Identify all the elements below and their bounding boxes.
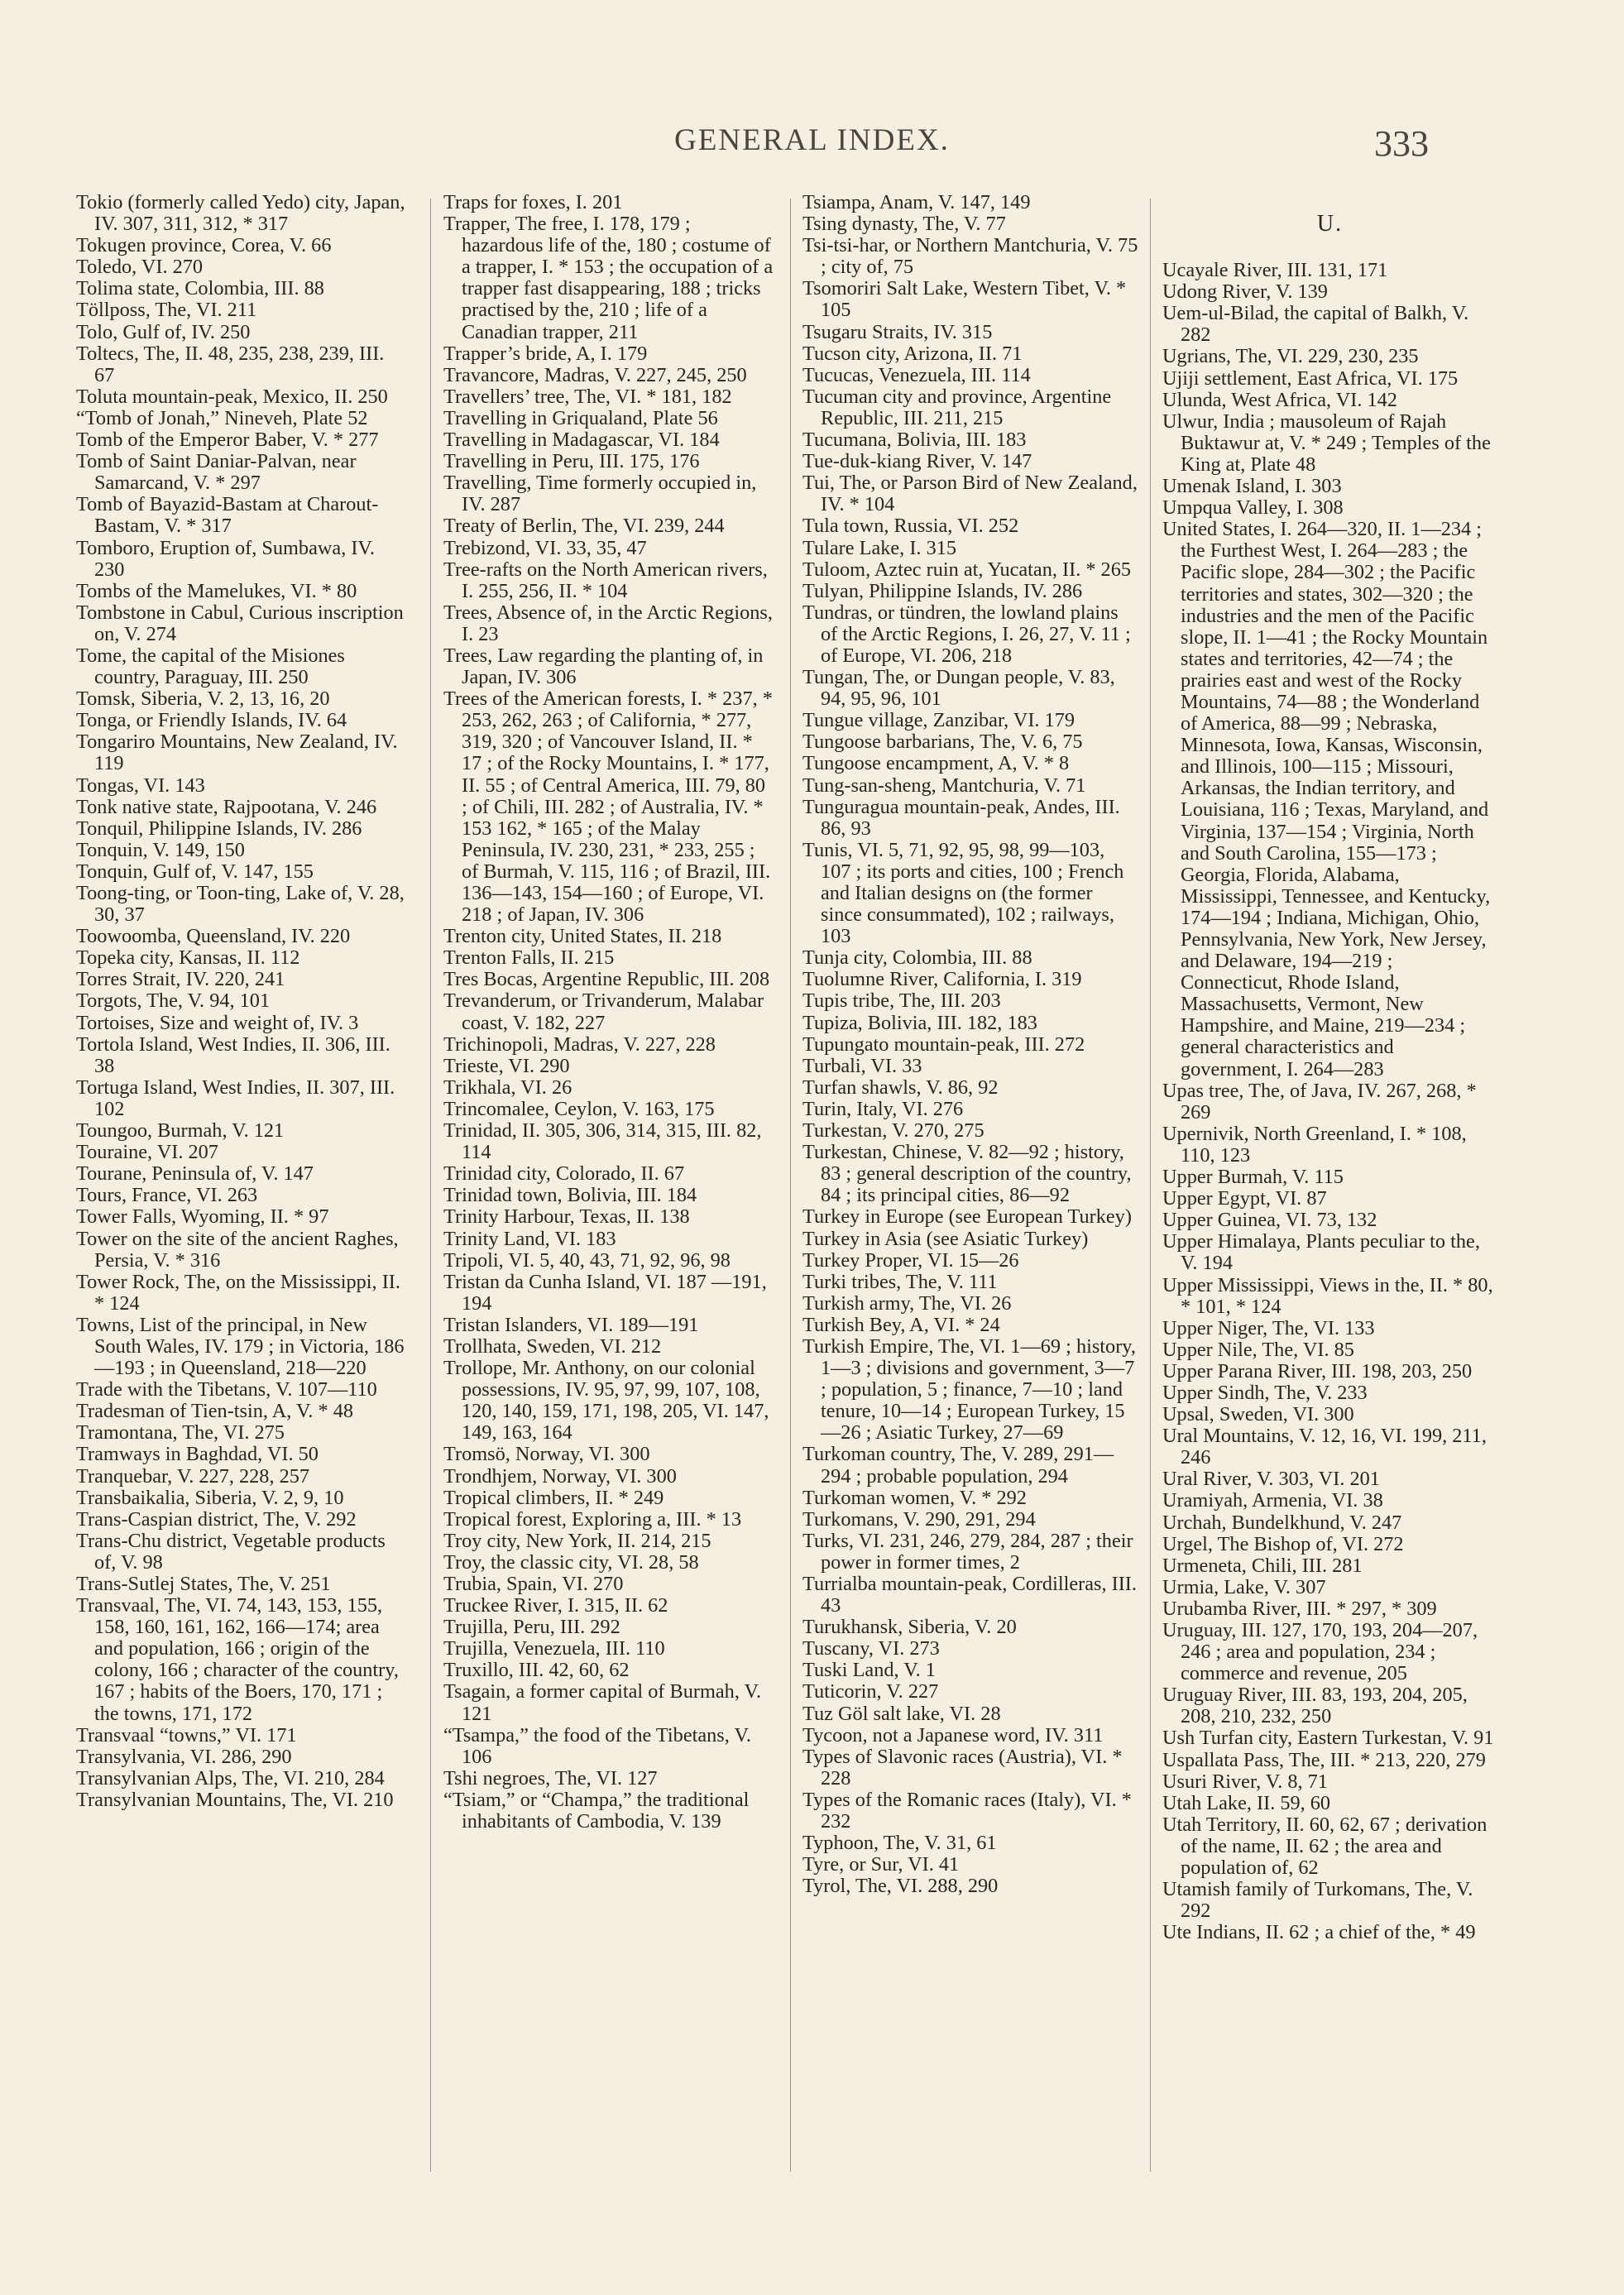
- index-entry: Tower on the site of the ancient Raghes, Persia, V. * 316: [76, 1227, 399, 1272]
- index-entry: Upper Mississippi, Views in the, II. * 80, * 101, * 124: [1162, 1273, 1493, 1318]
- index-entry: Trollope, Mr. Anthony, on our colonial possessions, IV. 95, 97, 99, 107, 108, 120, 140, 159, 171, 198, 205, VI. 147, 149, 163, 164: [443, 1357, 769, 1445]
- index-entry: Tromsö, Norway, VI. 300: [443, 1443, 650, 1466]
- index-entry: Turukhansk, Siberia, V. 20: [802, 1616, 1017, 1639]
- column-rule: [1150, 199, 1151, 2172]
- index-entry: Tolo, Gulf of, IV. 250: [76, 320, 251, 343]
- index-entry: Trinidad city, Colorado, II. 67: [443, 1162, 685, 1186]
- index-entry: Trinidad town, Bolivia, III. 184: [443, 1184, 697, 1207]
- index-entry: Tucumana, Bolivia, III. 183: [802, 429, 1027, 452]
- index-entry: Ush Turfan city, Eastern Turkestan, V. 91: [1162, 1727, 1494, 1750]
- index-entry: Trinity Harbour, Texas, II. 138: [443, 1205, 690, 1229]
- index-entry: Tuolumne River, California, I. 319: [802, 968, 1082, 991]
- index-entry: Tucucas, Venezuela, III. 114: [802, 363, 1031, 386]
- index-entry: Ulunda, West Africa, VI. 142: [1162, 388, 1397, 411]
- index-entry: Upper Burmah, V. 115: [1162, 1166, 1344, 1189]
- index-entry: Trapper, The free, I. 178, 179 ; hazardous life of the, 180 ; costume of a trapper, I. * 153 ; the occupation of a trapper fast disappearing, 188 ; tricks practised by the, 210 ; life of a Canadian trapper, 211: [443, 213, 774, 343]
- index-entry: Ural River, V. 303, VI. 201: [1162, 1468, 1380, 1491]
- index-entry: Transvaal “towns,” VI. 171: [76, 1723, 297, 1746]
- index-entry: Tsomoriri Salt Lake, Western Tibet, V. * 105: [802, 277, 1127, 322]
- column-rule: [790, 199, 791, 2172]
- index-entry: Tonk native state, Rajpootana, V. 246: [76, 795, 377, 818]
- index-entry: Toltecs, The, II. 48, 235, 238, 239, III. 67: [76, 342, 385, 386]
- index-entry: Touraine, VI. 207: [76, 1141, 218, 1164]
- index-entry: Travelling in Peru, III. 175, 176: [443, 450, 700, 473]
- index-entry: Tsing dynasty, The, V. 77: [802, 213, 1006, 236]
- index-entry: Turki tribes, The, V. 111: [802, 1270, 998, 1293]
- index-entry: Turrialba mountain-peak, Cordilleras, III. 43: [802, 1573, 1137, 1617]
- index-entry: Uspallata Pass, The, III. * 213, 220, 279: [1162, 1748, 1486, 1771]
- index-entry: Tyrol, The, VI. 288, 290: [802, 1875, 999, 1898]
- index-entry: Toowoomba, Queensland, IV. 220: [76, 925, 351, 948]
- index-entry: Trees, Law regarding the planting of, in Japan, IV. 306: [443, 644, 764, 689]
- index-entry: Trichinopoli, Madras, V. 227, 228: [443, 1033, 716, 1056]
- index-entry: Tramways in Baghdad, VI. 50: [76, 1443, 319, 1466]
- index-entry: Truxillo, III. 42, 60, 62: [443, 1659, 630, 1682]
- index-entry: Tonquin, V. 149, 150: [76, 838, 245, 861]
- index-entry: Ural Mountains, V. 12, 16, VI. 199, 211, 246: [1162, 1425, 1487, 1469]
- index-entry: Trinity Land, VI. 183: [443, 1227, 616, 1250]
- index-entry: Tomsk, Siberia, V. 2, 13, 16, 20: [76, 688, 330, 711]
- index-entry: Upper Niger, The, VI. 133: [1162, 1316, 1375, 1339]
- index-entry: Turkoman women, V. * 292: [802, 1486, 1027, 1509]
- index-entry: Tombs of the Mamelukes, VI. * 80: [76, 579, 357, 602]
- index-entry: Uramiyah, Armenia, VI. 38: [1162, 1489, 1383, 1512]
- index-entry: Ute Indians, II. 62 ; a chief of the, * 49: [1162, 1921, 1476, 1944]
- column-rule: [430, 199, 431, 2172]
- index-entry: Tui, The, or Parson Bird of New Zealand, IV. * 104: [802, 472, 1138, 516]
- index-entry: United States, I. 264—320, II. 1—234 ; the Furthest West, I. 264—283 ; the Pacific slope, 284—302 ; the Pacific territories and states, 302—320 ; the industries and the men of the Pacific slope, II. 1—41 ; the Rocky Mountain states and territories, 42—74 ; the prairies east and west of the Rocky Mountains, 74—88 ; the Wonderland of America, 88—99 ; Nebraska, Minnesota, Iowa, Kansas, Wisconsin, and Illinois, 100—115 ; Missouri, Arkansas, the Indian territory, and Louisiana, 116 ; Texas, Maryland, and Virginia, 137—154 ; Virginia, North and South Carolina, 155—173 ; Georgia, Florida, Alabama, Mississippi, Tennessee, and Kentucky, 174—194 ; Indiana, Michigan, Ohio, Pennsylvania, New York, New Jersey, and Delaware, 194—219 ; Connecticut, Rhode Island, Massachusetts, Vermont, New Hampshire, and Maine, 219—234 ; general characteristics and government, I. 264—283: [1162, 518, 1491, 1080]
- index-entry: Tungue village, Zanzibar, VI. 179: [802, 709, 1075, 732]
- index-entry: Tristan da Cunha Island, VI. 187 —191, 194: [443, 1270, 767, 1315]
- index-entry: Tupungato mountain-peak, III. 272: [802, 1033, 1085, 1056]
- index-entry: Urubamba River, III. * 297, * 309: [1162, 1597, 1437, 1620]
- index-entry: Tuscany, VI. 273: [802, 1637, 940, 1660]
- index-entry: Urmeneta, Chili, III. 281: [1162, 1554, 1363, 1577]
- index-entry: Tungoose encampment, A, V. * 8: [802, 752, 1070, 775]
- index-entry: Turkey Proper, VI. 15—26: [802, 1248, 1019, 1272]
- index-entry: Tomboro, Eruption of, Sumbawa, IV. 230: [76, 536, 375, 581]
- index-entry: Trujilla, Venezuela, III. 110: [443, 1637, 665, 1660]
- index-entry: Typhoon, The, V. 31, 61: [802, 1832, 997, 1855]
- index-entry: Troy, the classic city, VI. 28, 58: [443, 1550, 699, 1574]
- index-entry: Umenak Island, I. 303: [1162, 475, 1342, 498]
- index-entry: Tokugen province, Corea, V. 66: [76, 234, 332, 257]
- index-entry: Tucson city, Arizona, II. 71: [802, 342, 1023, 365]
- index-entry: Uem-ul-Bilad, the capital of Balkh, V. 282: [1162, 302, 1469, 347]
- index-entry: Upper Egypt, VI. 87: [1162, 1187, 1327, 1210]
- index-entry: Urchah, Bundelkhund, V. 247: [1162, 1511, 1402, 1534]
- index-entry: Trondhjem, Norway, VI. 300: [443, 1464, 677, 1488]
- index-entry: Usuri River, V. 8, 71: [1162, 1770, 1328, 1793]
- index-entry: Turkey in Europe (see European Turkey): [802, 1205, 1132, 1229]
- index-entry: Transylvanian Alps, The, VI. 210, 284: [76, 1766, 385, 1790]
- index-entry: Transylvanian Mountains, The, VI. 210: [76, 1788, 394, 1811]
- index-entry: Tupis tribe, The, III. 203: [802, 989, 1001, 1013]
- index-entry: Ulwur, India ; mausoleum of Rajah Buktawur at, V. * 249 ; Temples of the King at, Plate 48: [1162, 410, 1491, 476]
- index-entry: Tongas, VI. 143: [76, 774, 205, 797]
- index-entry: Tuski Land, V. 1: [802, 1659, 936, 1682]
- index-entry: Upper Sindh, The, V. 233: [1162, 1381, 1368, 1404]
- index-entry: Tuloom, Aztec ruin at, Yucatan, II. * 265: [802, 558, 1132, 581]
- index-entry: Turbali, VI. 33: [802, 1054, 922, 1077]
- index-entry: Tsugaru Straits, IV. 315: [802, 320, 993, 343]
- index-entry: Transvaal, The, VI. 74, 143, 153, 155, 158, 160, 161, 162, 166—174; area and population, 166 ; origin of the colony, 166 ; character of the country, 167 ; habits of the Boers, 170, 171 ; the towns, 171, 172: [76, 1594, 399, 1725]
- index-entry: Tung-san-sheng, Mantchuria, V. 71: [802, 774, 1086, 797]
- index-entry: Toluta mountain-peak, Mexico, II. 250: [76, 385, 388, 408]
- index-entry: Udong River, V. 139: [1162, 280, 1328, 304]
- index-entry: Tropical climbers, II. * 249: [443, 1486, 664, 1509]
- index-entry: Tortoises, Size and weight of, IV. 3: [76, 1011, 359, 1034]
- index-entry: Tree-rafts on the North American rivers, I. 255, 256, II. * 104: [443, 558, 768, 602]
- index-entry: Tomb of Saint Daniar-Palvan, near Samarcand, V. * 297: [76, 450, 357, 495]
- index-entry: Tokio (formerly called Yedo) city, Japan, IV. 307, 311, 312, * 317: [76, 191, 405, 236]
- index-entry: Trinidad, II. 305, 306, 314, 315, III. 82, 114: [443, 1119, 762, 1164]
- index-entry: Tradesman of Tien-tsin, A, V. * 48: [76, 1400, 354, 1423]
- index-entry: Tuticorin, V. 227: [802, 1680, 939, 1703]
- index-column-4: [1162, 192, 1497, 1943]
- index-entry: Tower Rock, The, on the Mississippi, II. * 124: [76, 1270, 400, 1315]
- index-entry: Ugrians, The, VI. 229, 230, 235: [1162, 345, 1419, 368]
- index-entry: Tuz Göl salt lake, VI. 28: [802, 1702, 1001, 1725]
- index-entry: Turkomans, V. 290, 291, 294: [802, 1507, 1036, 1531]
- index-entry: Turin, Italy, VI. 276: [802, 1097, 964, 1120]
- index-entry: Types of Slavonic races (Austria), VI. * 228: [802, 1745, 1123, 1790]
- index-entry: Urmia, Lake, V. 307: [1162, 1575, 1326, 1598]
- index-entry: “Tomb of Jonah,” Nineveh, Plate 52: [76, 406, 368, 429]
- index-entry: Trapper’s bride, A, I. 179: [443, 342, 648, 365]
- index-entry: Trans-Sutlej States, The, V. 251: [76, 1573, 331, 1595]
- index-entry: Tsi-tsi-har, or Northern Mantchuria, V. 75 ; city of, 75: [802, 234, 1138, 279]
- index-entry: Tunguragua mountain-peak, Andes, III. 86, 93: [802, 795, 1120, 840]
- index-column-2: [443, 192, 774, 1833]
- index-entry: Trujilla, Peru, III. 292: [443, 1616, 620, 1639]
- index-entry: Turkey in Asia (see Asiatic Turkey): [802, 1227, 1089, 1250]
- index-entry: Travelling, Time formerly occupied in, IV. 287: [443, 472, 757, 516]
- index-entry: Turkish Empire, The, VI. 1—69 ; history, 1—3 ; divisions and government, 3—7 ; population, 5 ; finance, 7—10 ; land tenure, 10—14 ; European Turkey, 15—26 ; Asiatic Turkey, 27—69: [802, 1334, 1136, 1445]
- index-entry: Ujiji settlement, East Africa, VI. 175: [1162, 367, 1459, 390]
- index-entry: Tunja city, Colombia, III. 88: [802, 946, 1032, 970]
- index-entry: Tungoose barbarians, The, V. 6, 75: [802, 731, 1083, 754]
- index-entry: Utah Territory, II. 60, 62, 67 ; derivation of the name, II. 62 ; the area and population of, 62: [1162, 1813, 1487, 1880]
- index-entry: Tucuman city and province, Argentine Republic, III. 211, 215: [802, 385, 1112, 429]
- index-entry: Towns, List of the principal, in New South Wales, IV. 179 ; in Victoria, 186—193 ; in Queensland, 218—220: [76, 1313, 405, 1380]
- index-entry: Trubia, Spain, VI. 270: [443, 1573, 624, 1595]
- index-entry: Tongariro Mountains, New Zealand, IV. 119: [76, 731, 398, 775]
- index-entry: Tomb of the Emperor Baber, V. * 277: [76, 429, 379, 452]
- index-entry: Traps for foxes, I. 201: [443, 191, 623, 213]
- index-entry: Tourane, Peninsula of, V. 147: [76, 1162, 314, 1186]
- index-entry: Trevanderum, or Trivanderum, Malabar coast, V. 182, 227: [443, 989, 764, 1034]
- index-entry: Trincomalee, Ceylon, V. 163, 175: [443, 1097, 715, 1120]
- index-entry: Types of the Romanic races (Italy), VI. * 232: [802, 1788, 1132, 1833]
- index-entry: Toong-ting, or Toon-ting, Lake of, V. 28, 30, 37: [76, 882, 405, 927]
- index-entry: Upernivik, North Greenland, I. * 108, 110, 123: [1162, 1122, 1467, 1167]
- index-entry: Travelling in Griqualand, Plate 56: [443, 406, 718, 429]
- index-entry: Torgots, The, V. 94, 101: [76, 989, 271, 1013]
- index-entry: Tres Bocas, Argentine Republic, III. 208: [443, 968, 770, 991]
- index-entry: Turks, VI. 231, 246, 279, 284, 287 ; their power in former times, 2: [802, 1529, 1133, 1574]
- index-entry: Trebizond, VI. 33, 35, 47: [443, 536, 647, 559]
- index-entry: Turkoman country, The, V. 289, 291—294 ; probable population, 294: [802, 1443, 1114, 1488]
- index-entry: Urgel, The Bishop of, VI. 272: [1162, 1532, 1404, 1555]
- index-entry: Trade with the Tibetans, V. 107—110: [76, 1378, 377, 1401]
- page-number: 333: [1374, 123, 1429, 164]
- index-entry: Tortola Island, West Indies, II. 306, III. 38: [76, 1033, 390, 1077]
- page-header: [0, 122, 1624, 172]
- index-entry: Upper Guinea, VI. 73, 132: [1162, 1209, 1377, 1232]
- index-entry: Tupiza, Bolivia, III. 182, 183: [802, 1011, 1037, 1034]
- index-entry: “Tsiam,” or “Champa,” the traditional inhabitants of Cambodia, V. 139: [443, 1788, 750, 1833]
- index-entry: Trees of the American forests, I. * 237, * 253, 262, 263 ; of California, * 277, 319, 320 ; of Vancouver Island, II. * 17 ; of the Rocky Mountains, I. * 177, II. 55 ; of Central America, III. 79, 80 ; of Chili, III. 282 ; of Australia, IV. * 153 162, * 165 ; of the Malay Peninsula, IV. 230, 231, * 233, 255 ; of Burmah, V. 115, 116 ; of Brazil, III. 136—143, 154—160 ; of Europe, VI. 218 ; of Japan, IV. 306: [443, 688, 773, 927]
- index-entry: Upper Himalaya, Plants peculiar to the, V. 194: [1162, 1230, 1480, 1275]
- index-entry: Turkish Bey, A, VI. * 24: [802, 1313, 1000, 1336]
- index-entry: Uruguay, III. 127, 170, 193, 204—207, 246 ; area and population, 234 ; commerce and revenue, 205: [1162, 1619, 1478, 1685]
- index-entry: Ucayale River, III. 131, 171: [1162, 259, 1388, 282]
- index-entry: Tramontana, The, VI. 275: [76, 1421, 285, 1445]
- index-entry: Tsiampa, Anam, V. 147, 149: [802, 191, 1031, 213]
- index-entry: Tonquil, Philippine Islands, IV. 286: [76, 817, 362, 840]
- index-entry: Trieste, VI. 290: [443, 1054, 570, 1077]
- index-entry: Treaty of Berlin, The, VI. 239, 244: [443, 515, 725, 538]
- index-entry: Transbaikalia, Siberia, V. 2, 9, 10: [76, 1486, 344, 1509]
- index-column-1: [76, 192, 407, 1811]
- index-entry: Toungoo, Burmah, V. 121: [76, 1119, 285, 1143]
- index-entry: Turkestan, Chinese, V. 82—92 ; history, 83 ; general description of the country, 84 ; its principal cities, 86—92: [802, 1141, 1132, 1207]
- index-entry: Tristan Islanders, VI. 189—191: [443, 1313, 699, 1336]
- index-entry: Tonquin, Gulf of, V. 147, 155: [76, 860, 314, 883]
- index-entry: Trikhala, VI. 26: [443, 1076, 572, 1099]
- index-entry: Tripoli, VI. 5, 40, 43, 71, 92, 96, 98: [443, 1248, 731, 1272]
- index-entry: Travellers’ tree, The, VI. * 181, 182: [443, 385, 732, 408]
- index-entry: Upsal, Sweden, VI. 300: [1162, 1403, 1354, 1426]
- index-entry: Tours, France, VI. 263: [76, 1184, 258, 1207]
- index-entry: Trenton Falls, II. 215: [443, 946, 615, 970]
- index-entry: Trees, Absence of, in the Arctic Regions, I. 23: [443, 601, 773, 645]
- index-entry: Tulare Lake, I. 315: [802, 536, 957, 559]
- index-entry: Tula town, Russia, VI. 252: [802, 515, 1019, 538]
- index-entry: Toledo, VI. 270: [76, 256, 204, 279]
- index-entry: Tungan, The, or Dungan people, V. 83, 94, 95, 96, 101: [802, 666, 1115, 711]
- index-entry: Tulyan, Philippine Islands, IV. 286: [802, 579, 1083, 602]
- index-entry: Tombstone in Cabul, Curious inscription on, V. 274: [76, 601, 404, 645]
- index-entry: Turkestan, V. 270, 275: [802, 1119, 984, 1143]
- index-entry: Tonga, or Friendly Islands, IV. 64: [76, 709, 347, 732]
- index-column-3: [802, 192, 1138, 1897]
- index-entry: Upas tree, The, of Java, IV. 267, 268, * 269: [1162, 1079, 1477, 1124]
- index-entry: Topeka city, Kansas, II. 112: [76, 946, 300, 970]
- index-entry: Truckee River, I. 315, II. 62: [443, 1594, 668, 1617]
- running-title: GENERAL INDEX.: [674, 123, 950, 157]
- index-entry: Tycoon, not a Japanese word, IV. 311: [802, 1723, 1104, 1746]
- index-entry: Tropical forest, Exploring a, III. * 13: [443, 1507, 742, 1531]
- index-entry: Tower Falls, Wyoming, II. * 97: [76, 1205, 329, 1229]
- index-entry: Tome, the capital of the Misiones country, Paraguay, III. 250: [76, 644, 345, 689]
- section-heading: U.: [1316, 211, 1344, 237]
- index-entry: Töllposs, The, VI. 211: [76, 299, 257, 322]
- index-entry: Tomb of Bayazid-Bastam at Charout-Bastam, V. * 317: [76, 493, 379, 538]
- index-entry: Tortuga Island, West Indies, II. 307, III. 102: [76, 1076, 395, 1120]
- index-entry: Trollhata, Sweden, VI. 212: [443, 1334, 662, 1358]
- index-entry: Uruguay River, III. 83, 193, 204, 205, 208, 210, 232, 250: [1162, 1684, 1468, 1728]
- index-entry: Troy city, New York, II. 214, 215: [443, 1529, 711, 1552]
- index-entry: Trenton city, United States, II. 218: [443, 925, 722, 948]
- index-entry: Upper Parana River, III. 198, 203, 250: [1162, 1359, 1473, 1382]
- index-entry: Travancore, Madras, V. 227, 245, 250: [443, 363, 747, 386]
- index-entry: “Tsampa,” the food of the Tibetans, V. 106: [443, 1723, 751, 1768]
- index-entry: Tranquebar, V. 227, 228, 257: [76, 1464, 310, 1488]
- index-entry: Tshi negroes, The, VI. 127: [443, 1766, 658, 1790]
- index-entry: Trans-Chu district, Vegetable products of, V. 98: [76, 1529, 386, 1574]
- index-entry: Torres Strait, IV. 220, 241: [76, 968, 285, 991]
- index-entry: Transylvania, VI. 286, 290: [76, 1745, 292, 1768]
- index-entry: Tue-duk-kiang River, V. 147: [802, 450, 1032, 473]
- index-entry: Tyre, or Sur, VI. 41: [802, 1853, 960, 1876]
- index-entry: Travelling in Madagascar, VI. 184: [443, 429, 720, 452]
- index-entry: Umpqua Valley, I. 308: [1162, 496, 1344, 520]
- index-entry: Turfan shawls, V. 86, 92: [802, 1076, 999, 1099]
- index-entry: Tsagain, a former capital of Burmah, V. 121: [443, 1680, 762, 1725]
- index-entry: Utamish family of Turkomans, The, V. 292: [1162, 1878, 1473, 1923]
- index-entry: Trans-Caspian district, The, V. 292: [76, 1507, 357, 1531]
- index-entry: Upper Nile, The, VI. 85: [1162, 1338, 1354, 1361]
- index-entry: Turkish army, The, VI. 26: [802, 1291, 1012, 1315]
- index-entry: Tundras, or tündren, the lowland plains of the Arctic Regions, I. 26, 27, V. 11 ; of Europe, VI. 206, 218: [802, 601, 1131, 667]
- index-entry: Tolima state, Colombia, III. 88: [76, 277, 324, 300]
- index-entry: Utah Lake, II. 59, 60: [1162, 1791, 1331, 1814]
- index-entry: Tunis, VI. 5, 71, 92, 95, 98, 99—103, 107 ; its ports and cities, 100 ; French and Italian designs on (the former since consummated), 102 ; railways, 103: [802, 838, 1124, 948]
